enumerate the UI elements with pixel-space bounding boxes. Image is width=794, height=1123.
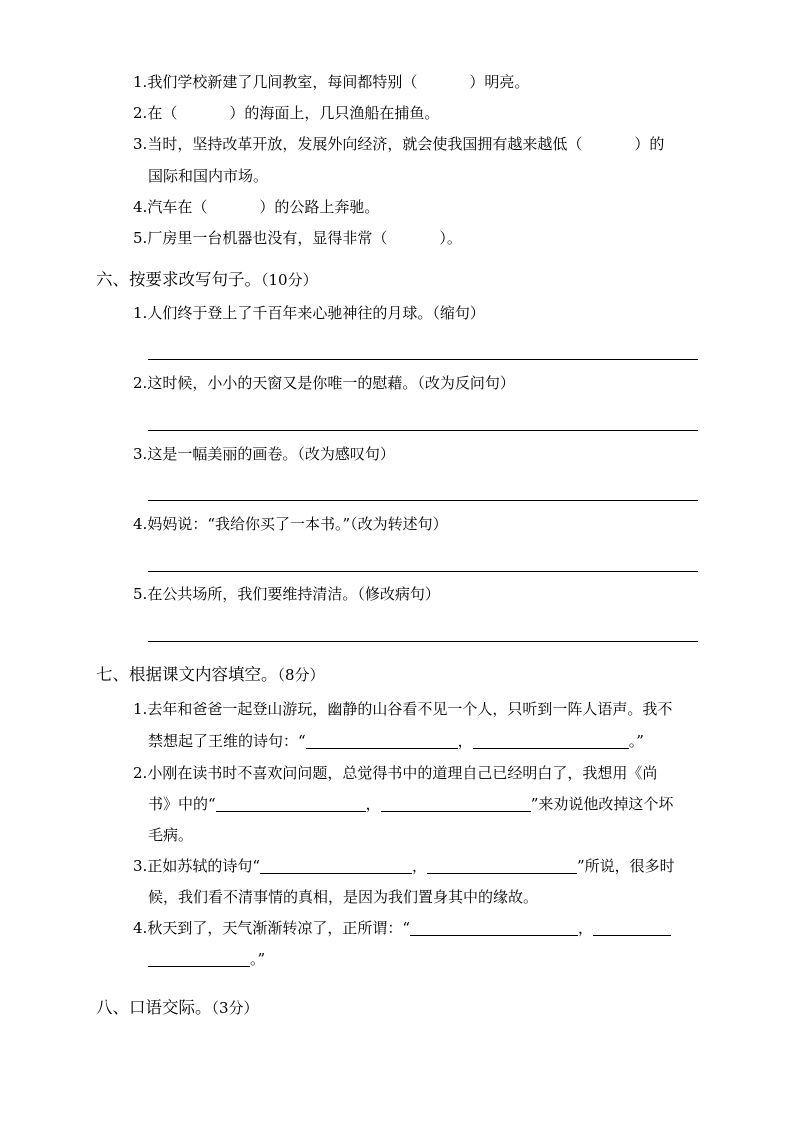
sec6-question-3: [133, 444, 395, 464]
question-number: 2.: [133, 764, 148, 782]
section-8-heading: [96, 997, 259, 1019]
question-number: 1.: [133, 304, 148, 322]
answer-line[interactable]: [148, 359, 698, 360]
fill-blank[interactable]: [216, 797, 366, 812]
fill-blank[interactable]: [148, 952, 250, 967]
sec7-question-2: [133, 763, 657, 783]
sec7-question-1-continued: [148, 731, 644, 751]
question-text: ”所说，很多时: [577, 857, 675, 875]
question-number: 4.: [133, 198, 148, 216]
question-text: ，: [411, 857, 427, 875]
sec6-question-5: [133, 584, 440, 604]
section-6-heading: [96, 269, 318, 291]
answer-line[interactable]: [148, 500, 698, 501]
question-text: 汽车在（: [147, 198, 208, 216]
question-text: 厂房里一台机器也没有，显得非常（: [147, 229, 388, 247]
sec5-question-3-continued: 国际和国内市场。: [148, 167, 269, 185]
question-text: ，: [365, 795, 381, 813]
question-text: 去年和爸爸一起登山游玩，幽静的山谷看不见一个人，只听到一阵人语声。我不: [147, 700, 673, 718]
fill-blank[interactable]: [427, 859, 577, 874]
question-number: 3.: [133, 445, 148, 463]
sec5-question-2: [133, 103, 439, 123]
question-number: 5.: [133, 229, 148, 247]
sec5-question-1: [133, 72, 529, 92]
question-number: 2.: [133, 374, 148, 392]
fill-blank[interactable]: [306, 734, 458, 749]
question-text: ）的海面上，几只渔船在捕鱼。: [229, 104, 440, 122]
question-text: 。”: [628, 732, 644, 750]
question-number: 4.: [133, 919, 148, 937]
sec6-question-1: [133, 303, 485, 323]
question-text: 秋天到了，天气渐渐转凉了，正所谓：“: [147, 919, 410, 937]
section-score: （3分）: [211, 999, 259, 1017]
question-text: 人们终于登上了千百年来心驰神往的月球。（缩句）: [147, 304, 485, 322]
question-number: 1.: [133, 73, 148, 91]
answer-line[interactable]: [148, 571, 698, 572]
sec7-question-4-continued: [148, 949, 265, 969]
fill-blank[interactable]: [260, 859, 412, 874]
question-text: ）的: [634, 135, 665, 153]
section-title: 八、口语交际。: [96, 998, 212, 1017]
question-text: 在（: [147, 104, 178, 122]
fill-blank[interactable]: [473, 734, 629, 749]
question-text: 。”: [250, 950, 266, 968]
answer-line[interactable]: [148, 641, 698, 642]
sec6-question-2: [133, 373, 515, 393]
question-text: 当时，坚持改革开放，发展外向经济，就会使我国拥有越来越低（: [147, 135, 583, 153]
section-score: （8分）: [277, 666, 325, 684]
question-text: ”来劝说他改掉这个坏: [530, 795, 674, 813]
question-text: 我们学校新建了几间教室，每间都特别（: [147, 73, 418, 91]
fill-blank[interactable]: [410, 921, 578, 936]
sec7-question-3-continued: 候，我们看不清事情的真相，是因为我们置身其中的缘故。: [148, 888, 539, 906]
sec7-question-2-continued: [148, 794, 673, 814]
question-text: ，: [457, 732, 473, 750]
answer-line[interactable]: [148, 430, 698, 431]
question-number: 3.: [133, 857, 148, 875]
question-text: 小刚在读书时不喜欢问问题，总觉得书中的道理自己已经明白了，我想用《尚: [147, 764, 658, 782]
question-text: 正如苏轼的诗句“: [147, 857, 260, 875]
sec5-question-4: [133, 197, 379, 217]
fill-blank[interactable]: [381, 797, 531, 812]
sec7-question-4: [133, 918, 671, 938]
question-number: 1.: [133, 700, 148, 718]
sec7-question-1: [133, 699, 672, 719]
question-text: 妈妈说：“我给你买了一本书。”（改为转述句）: [147, 515, 448, 533]
question-text: 这是一幅美丽的画卷。（改为感叹句）: [147, 445, 395, 463]
sec6-question-4: [133, 514, 448, 534]
question-text: ）明亮。: [469, 73, 530, 91]
question-text: ，: [577, 919, 593, 937]
section-score: （10分）: [261, 271, 318, 289]
section-7-heading: [96, 664, 325, 686]
question-text: 在公共场所，我们要维持清洁。（修改病句）: [147, 585, 440, 603]
question-text: ）。: [439, 229, 462, 247]
question-number: 2.: [133, 104, 148, 122]
question-text: ）的公路上奔驰。: [259, 198, 380, 216]
question-text: 书》中的“: [148, 795, 216, 813]
section-title: 七、根据课文内容填空。: [96, 665, 278, 684]
question-number: 5.: [133, 585, 148, 603]
fill-blank[interactable]: [593, 921, 671, 936]
question-text: 这时候，小小的天窗又是你唯一的慰藉。（改为反问句）: [147, 374, 515, 392]
section-title: 六、按要求改写句子。: [96, 270, 261, 289]
question-text: 禁想起了王维的诗句：“: [148, 732, 306, 750]
sec5-question-5: [133, 228, 462, 248]
sec5-question-3: [133, 134, 664, 154]
sec7-question-3: [133, 856, 675, 876]
sec7-question-2-continued-2: 毛病。: [148, 826, 194, 844]
question-number: 3.: [133, 135, 148, 153]
question-number: 4.: [133, 515, 148, 533]
